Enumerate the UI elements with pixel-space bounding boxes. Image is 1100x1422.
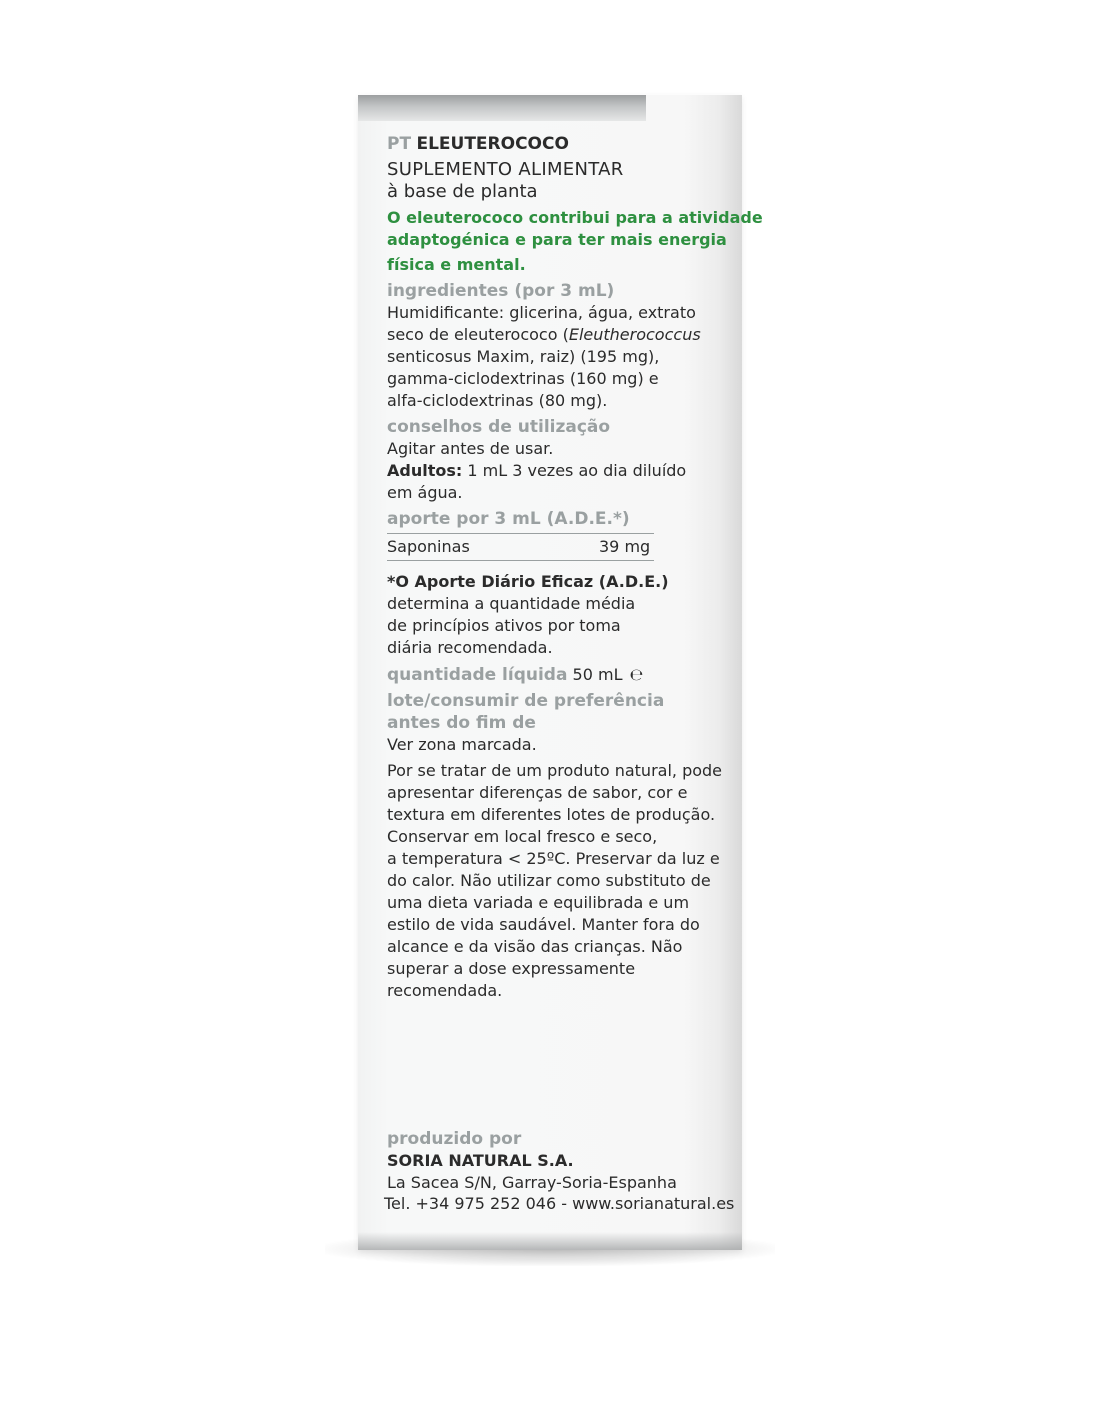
table-row-name: Saponinas — [387, 537, 470, 556]
table-top-rule — [387, 533, 654, 534]
ingredients-line-3: senticosus Maxim, raiz) (195 mg), — [387, 347, 660, 366]
warning-line: superar a dose expressamente — [387, 959, 636, 978]
lot-heading-line-1: lote/consumir de preferência — [387, 691, 665, 711]
supply-heading: aporte por 3 mL (A.D.E.*) — [387, 509, 630, 529]
producer-contact: Tel. +34 975 252 046 - www.sorianatural.es — [384, 1194, 735, 1213]
usage-line-1: Agitar antes de usar. — [387, 439, 554, 458]
table-row-value: 39 mg — [599, 537, 651, 556]
warning-line: recomendada. — [387, 981, 503, 1000]
health-claim-line-3: física e mental. — [387, 255, 526, 274]
ingredients-line-4: gamma-ciclodextrinas (160 mg) e — [387, 369, 659, 388]
usage-line-3: em água. — [387, 483, 463, 502]
footnote-line-2: de princípios ativos por toma — [387, 616, 621, 635]
warning-line: a temperatura < 25ºC. Preservar da luz e — [387, 849, 720, 868]
package-top-band — [358, 95, 646, 121]
net-quantity-value: 50 mL — [567, 665, 628, 684]
ingredients-line-1: Humidificante: glicerina, água, extrato — [387, 303, 696, 322]
product-subtitle: à base de planta — [387, 181, 538, 202]
health-claim-line-1: O eleuterococo contribui para a atividade — [387, 208, 763, 227]
product-title — [387, 133, 569, 155]
usage-line-2 — [387, 460, 686, 482]
usage-heading: conselhos de utilização — [387, 417, 611, 437]
footnote-line-3: diária recomendada. — [387, 638, 553, 657]
net-quantity-label: quantidade líquida — [387, 665, 568, 685]
language-code: PT — [387, 134, 412, 154]
warning-line: estilo de vida saudável. Manter fora do — [387, 915, 700, 934]
warning-line: textura em diferentes lotes de produção. — [387, 805, 716, 824]
ingredients-line-2 — [387, 324, 701, 346]
warning-line: Por se tratar de um produto natural, pode — [387, 761, 723, 780]
footnote-line-1: determina a quantidade média — [387, 594, 636, 613]
adults-label: Adultos: — [387, 461, 463, 480]
product-name: ELEUTEROCOCO — [416, 134, 569, 154]
net-quantity — [387, 664, 643, 686]
warning-line: do calor. Não utilizar como substituto de — [387, 871, 711, 890]
ingredients-line-2-text: seco de eleuterococo ( — [387, 325, 569, 344]
health-claim-line-2: adaptogénica e para ter mais energia — [387, 230, 727, 249]
warning-line: Conservar em local fresco e seco, — [387, 827, 658, 846]
lot-heading-line-2: antes do fim de — [387, 713, 536, 733]
estimated-sign-icon: ℮ — [629, 665, 644, 684]
warning-line: uma dieta variada e equilibrada e um — [387, 893, 690, 912]
producer-heading: produzido por — [387, 1129, 522, 1149]
producer-company: SORIA NATURAL S.A. — [387, 1151, 574, 1170]
adults-dosage: 1 mL 3 vezes ao dia diluído — [462, 461, 687, 480]
table-bottom-rule — [387, 560, 654, 561]
latin-name: Eleutherococcus — [568, 325, 701, 344]
warning-line: apresentar diferenças de sabor, cor e — [387, 783, 688, 802]
ingredients-line-5: alfa-ciclodextrinas (80 mg). — [387, 391, 608, 410]
ingredients-heading: ingredientes (por 3 mL) — [387, 281, 615, 301]
producer-address: La Sacea S/N, Garray-Soria-Espanha — [387, 1173, 677, 1192]
footnote-title: *O Aporte Diário Eficaz (A.D.E.) — [387, 572, 669, 591]
warning-line: alcance e da visão das crianças. Não — [387, 937, 683, 956]
product-category: SUPLEMENTO ALIMENTAR — [387, 159, 624, 180]
package-bottom-edge — [358, 1232, 742, 1250]
lot-text: Ver zona marcada. — [387, 735, 537, 754]
